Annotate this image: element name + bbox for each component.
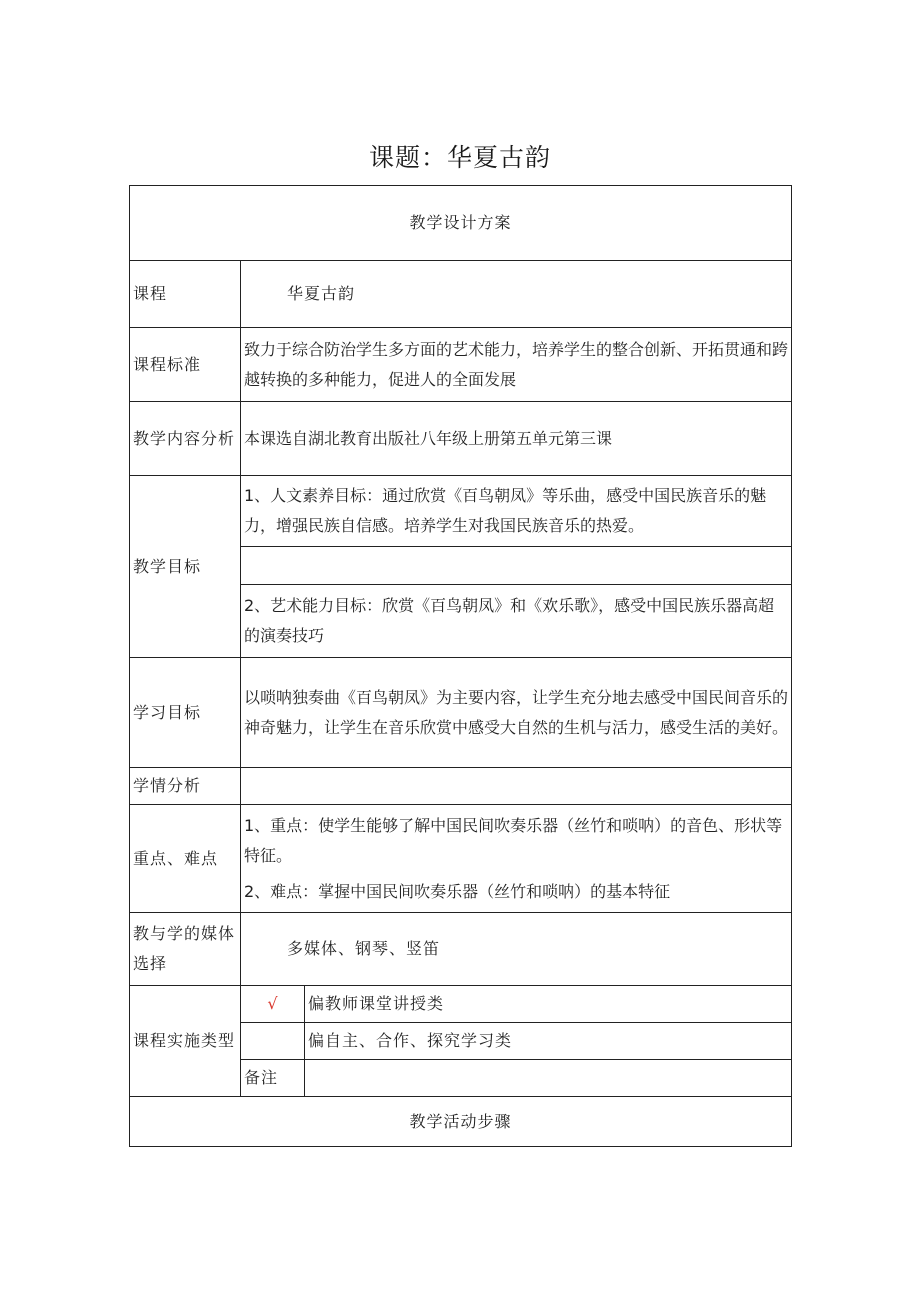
type-row-1 [130,986,792,1023]
check-empty [241,1023,305,1060]
keypoints-value [241,805,792,913]
keypoints-label: 重点、难点 [130,805,241,913]
remark-label: 备注 [241,1060,305,1097]
goals-label: 教学目标 [130,476,241,658]
goal-1: 1、人文素养目标：通过欣赏《百鸟朝凤》等乐曲，感受中国民族音乐的魅力，增强民族自信感。培养学生对我国民族音乐的热爱。 [241,476,792,547]
keypoints-row [130,805,792,913]
type-label: 课程实施类型 [130,986,241,1097]
standard-value: 致力于综合防治学生多方面的艺术能力，培养学生的整合创新、开拓贯通和跨越转换的多种能力，促进人的全面发展 [241,328,792,402]
keypoint-1: 1、重点：使学生能够了解中国民间吹奏乐器（丝竹和唢呐）的音色、形状等特征。 [244,815,783,865]
learning-value: 以唢呐独奏曲《百鸟朝凤》为主要内容，让学生充分地去感受中国民间音乐的神奇魅力，让学生在音乐欣赏中感受大自然的生机与活力，感受生活的美好。 [241,658,792,768]
learning-label: 学习目标 [130,658,241,768]
content-row [130,402,792,476]
learning-row [130,658,792,768]
course-row [130,261,792,328]
media-row [130,913,792,986]
remark-value [305,1060,792,1097]
content-value: 本课选自湖北教育出版社八年级上册第五单元第三课 [241,402,792,476]
type-option-1: 偏教师课堂讲授类 [305,986,792,1023]
type-option-2: 偏自主、合作、探究学习类 [305,1023,792,1060]
activity-header: 教学活动步骤 [130,1097,792,1147]
standard-label: 课程标准 [130,328,241,402]
media-label: 教与学的媒体选择 [130,913,241,986]
goal-2: 2、艺术能力目标：欣赏《百鸟朝凤》和《欢乐歌》，感受中国民族乐器高超的演奏技巧 [241,585,792,658]
page-title: 课题：华夏古韵 [368,143,551,172]
lesson-plan-table [129,185,792,1147]
content-label: 教学内容分析 [130,402,241,476]
course-value: 华夏古韵 [241,261,792,328]
analysis-row [130,768,792,805]
media-value: 多媒体、钢琴、竖笛 [241,913,792,986]
course-label: 课程 [130,261,241,328]
plan-header: 教学设计方案 [130,186,792,261]
check-mark: √ [241,986,305,1023]
goals-row-1 [130,476,792,547]
plan-header-row [130,186,792,261]
analysis-value [241,768,792,805]
analysis-label: 学情分析 [130,768,241,805]
keypoint-2: 2、难点：掌握中国民间吹奏乐器（丝竹和唢呐）的基本特征 [244,881,671,901]
goal-empty [241,547,792,585]
standard-row [130,328,792,402]
activity-header-row [130,1097,792,1147]
